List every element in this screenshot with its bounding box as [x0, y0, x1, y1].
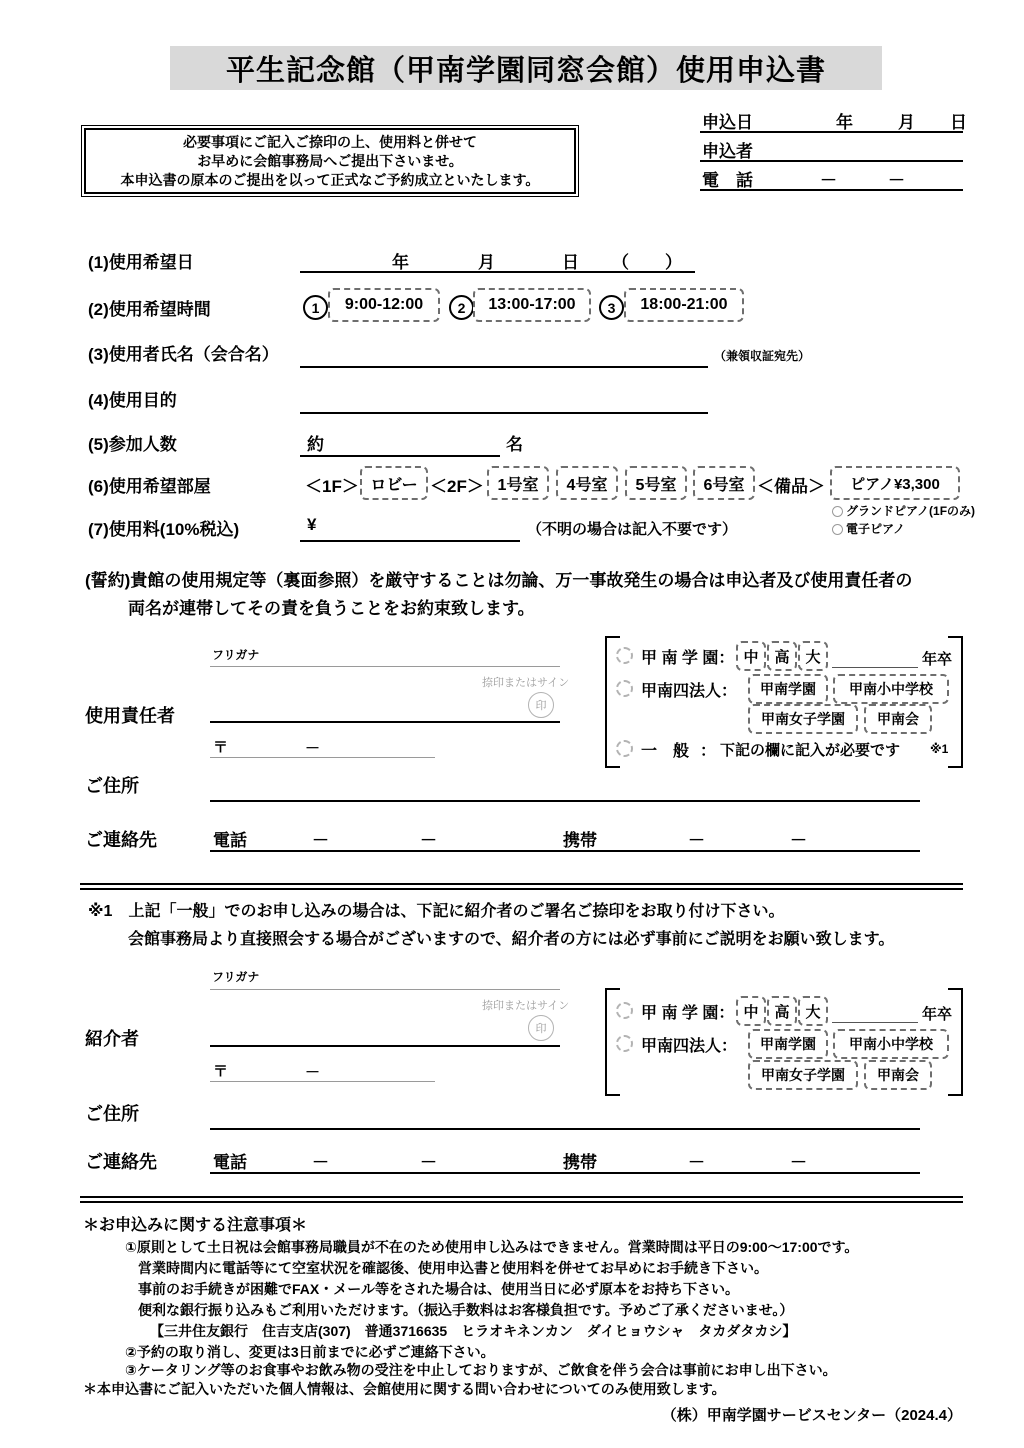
responsible-gakuen-option-univ[interactable]: 大: [798, 641, 828, 671]
room-option-lobby[interactable]: ロビー: [360, 466, 428, 500]
responsible-mobile-dash1: －: [688, 831, 705, 850]
introducer-grad-suffix: 年卒: [922, 1006, 953, 1023]
introducer-corp-option-gakuen[interactable]: 甲南学園: [748, 1029, 828, 1059]
field3-name-input[interactable]: [300, 366, 708, 368]
field1-day-label: 日: [562, 253, 579, 272]
field5-counter-label: 名: [506, 435, 523, 454]
responsible-radio-konan-gakuen[interactable]: [616, 647, 633, 664]
responsible-contact-label: ご連絡先: [85, 830, 157, 850]
introducer-radio-four-corps[interactable]: [616, 1035, 633, 1052]
introducer-radio-konan-gakuen[interactable]: [616, 1002, 633, 1019]
introducer-corp-option-joshi[interactable]: 甲南女子学園: [748, 1060, 858, 1090]
introducer-seal-note: 捺印またはサイン: [482, 1000, 570, 1012]
apply-phone-dash1: －: [820, 171, 837, 190]
responsible-section-label: 使用責任者: [85, 706, 175, 726]
responsible-furigana-input[interactable]: [210, 666, 560, 667]
responsible-corp-label: 甲南四法人：: [641, 683, 738, 700]
field1-year-label: 年: [392, 253, 409, 272]
note-item3: ③ケータリング等のお食事やお飲み物の受注を中止しておりますが、ご飲食を伴う会合は事前にお申し出下さい。: [125, 1362, 837, 1378]
responsible-general-text: 下記の欄に記入が必要です: [720, 742, 901, 759]
responsible-general-ref: ※1: [930, 742, 949, 756]
field7-label: (7)使用料(10%税込): [88, 520, 240, 539]
introducer-address-label: ご住所: [85, 1104, 139, 1124]
time-option3-number: 3: [599, 295, 624, 320]
apply-date-input[interactable]: [700, 131, 963, 133]
page-title: 平生記念館（甲南学園同窓会館）使用申込書: [170, 46, 882, 90]
footer-publisher: （株）甲南学園サービスセンター（2024.4）: [661, 1407, 962, 1424]
introducer-mobile-dash1: －: [688, 1153, 705, 1172]
introducer-corp-option-shochu[interactable]: 甲南小中学校: [833, 1029, 949, 1059]
notes-heading: ＊お申込みに関する注意事項＊: [83, 1217, 308, 1234]
field1-label: (1)使用希望日: [88, 253, 194, 272]
apply-phone-label: 電 話: [702, 171, 753, 190]
introducer-contact-input[interactable]: [210, 1172, 920, 1174]
introducer-gakuen-option-univ[interactable]: 大: [798, 996, 828, 1026]
responsible-contact-input[interactable]: [210, 850, 920, 852]
introducer-gakuen-label: 甲 南 学 園：: [641, 1005, 735, 1022]
field6-label: (6)使用希望部屋: [88, 477, 211, 496]
introducer-phone-label: 電話: [213, 1153, 247, 1172]
field4-purpose-input[interactable]: [300, 412, 708, 414]
introducer-phone-dash2: －: [420, 1153, 437, 1172]
responsible-seal-mark[interactable]: 印: [528, 692, 554, 718]
time-option3[interactable]: 18:00-21:00: [624, 288, 744, 322]
responsible-grad-suffix: 年卒: [922, 651, 953, 668]
apply-phone-dash2: －: [888, 171, 905, 190]
time-option2-number: 2: [449, 295, 474, 320]
room-option-6[interactable]: 6号室: [693, 466, 755, 500]
responsible-postal-mark: 〒: [213, 739, 229, 756]
responsible-name-input[interactable]: [210, 721, 560, 723]
apply-date-year-label: 年: [836, 113, 853, 132]
responsible-phone-dash2: －: [420, 831, 437, 850]
apply-phone-input[interactable]: [700, 189, 963, 191]
apply-date-label: 申込日: [702, 113, 753, 132]
electric-piano-radio-icon[interactable]: [832, 524, 843, 535]
responsible-postal-input[interactable]: [210, 757, 435, 758]
responsible-address-input[interactable]: [210, 800, 920, 802]
field7-fee-input[interactable]: [300, 540, 520, 542]
introducer-phone-dash1: －: [312, 1153, 329, 1172]
responsible-general-colon: ：: [700, 743, 717, 760]
introducer-postal-mark: 〒: [213, 1063, 229, 1080]
responsible-general-label: 一 般: [641, 743, 690, 760]
field5-approx-label: 約: [307, 435, 324, 454]
responsible-mobile-label: 携帯: [563, 831, 597, 850]
responsible-mobile-dash2: －: [790, 831, 807, 850]
privacy-note: ＊本申込書にご記入いただいた個人情報は、会館使用に関する問い合わせについてのみ使用致します。: [83, 1381, 726, 1397]
notice-line1: 必要事項にご記入ご捺印の上、使用料と併せて: [183, 133, 477, 150]
responsible-corp-option-kai[interactable]: 甲南会: [864, 704, 932, 734]
introducer-postal-input[interactable]: [210, 1081, 435, 1082]
field5-count-input[interactable]: [300, 455, 500, 457]
ref-note-line1: ※1 上記「一般」でのお申し込みの場合は、下記に紹介者のご署名ご捺印をお取り付け下さい。: [88, 903, 785, 920]
introducer-address-input[interactable]: [210, 1128, 920, 1130]
notice-line2: お早めに会館事務局へご提出下さいませ。: [197, 152, 463, 169]
field3-label: (3)使用者氏名（会合名）: [88, 345, 279, 364]
introducer-corp-label: 甲南四法人：: [641, 1038, 738, 1055]
section-divider-2: [80, 1196, 963, 1203]
responsible-phone-dash1: －: [312, 831, 329, 850]
note-item1b: 営業時間内に電話等にて空室状況を確認後、使用申込書と使用料を併せてお早めにお手続き下さい。: [138, 1260, 768, 1276]
ref-note-line2: 会館事務局より直接照会する場合がございますので、紹介者の方には必ず事前にご説明をお願い致します。: [128, 931, 895, 948]
notice-line3: 本申込書の原本のご提出を以って正式なご予約成立といたします。: [120, 171, 540, 188]
field1-paren-close: ）: [665, 253, 682, 272]
introducer-gakuen-option-junior[interactable]: 中: [736, 996, 766, 1026]
responsible-radio-four-corps[interactable]: [616, 680, 633, 697]
piano-option-grand[interactable]: グランドピアノ(1Fのみ): [832, 502, 975, 519]
section-divider-1: [80, 883, 963, 890]
piano-option-electric[interactable]: 電子ピアノ: [832, 520, 905, 537]
responsible-gakuen-option-high[interactable]: 高: [767, 641, 797, 671]
introducer-gakuen-option-high[interactable]: 高: [767, 996, 797, 1026]
responsible-grad-year-input[interactable]: [832, 667, 918, 668]
floor2-label: ＜2F＞: [430, 477, 484, 496]
responsible-corp-option-joshi[interactable]: 甲南女子学園: [748, 704, 858, 734]
note-item2: ②予約の取り消し、変更は3日前までに必ずご連絡下さい。: [125, 1344, 495, 1360]
responsible-corp-option-gakuen[interactable]: 甲南学園: [748, 674, 828, 704]
responsible-gakuen-option-junior[interactable]: 中: [736, 641, 766, 671]
note-item1: ①原則として土日祝は会館事務局職員が不在のため使用申し込みはできません。営業時間は平日の9:00～17:00です。: [125, 1239, 859, 1255]
yen-symbol: ¥: [307, 515, 317, 534]
field1-date-input[interactable]: [300, 271, 695, 273]
pledge-line2: 両名が連帯してその責を負うことをお約束致します。: [128, 599, 535, 618]
time-option2[interactable]: 13:00-17:00: [473, 288, 591, 322]
responsible-seal-note: 捺印またはサイン: [482, 677, 570, 689]
introducer-postal-dash: －: [305, 1064, 321, 1081]
note-item1c: 事前のお手続きが困難でFAX・メール等をされた場合は、使用当日に必ず原本をお持ち下さい。: [138, 1281, 739, 1297]
introducer-seal-mark[interactable]: 印: [528, 1015, 554, 1041]
introducer-contact-label: ご連絡先: [85, 1152, 157, 1172]
note-item1d: 便利な銀行振り込みもご利用いただけます。（振込手数料はお客様負担です。予めご了承くださいませ。）: [138, 1302, 794, 1318]
responsible-furigana-label: フリガナ: [212, 648, 260, 662]
field4-label: (4)使用目的: [88, 391, 177, 410]
field2-label: (2)使用希望時間: [88, 300, 211, 319]
introducer-section-label: 紹介者: [85, 1029, 139, 1049]
field5-label: (5)参加人数: [88, 435, 177, 454]
floor1-label: ＜1F＞: [305, 477, 359, 496]
time-option1[interactable]: 9:00-12:00: [328, 288, 440, 322]
apply-date-day-label: 日: [950, 113, 967, 132]
responsible-phone-label: 電話: [213, 831, 247, 850]
introducer-name-input[interactable]: [210, 1045, 560, 1047]
introducer-grad-year-input[interactable]: [832, 1022, 918, 1023]
field3-receipt-note: （兼領収証宛先）: [714, 349, 811, 363]
apply-date-month-label: 月: [898, 113, 915, 132]
field1-month-label: 月: [478, 253, 495, 272]
time-option1-number: 1: [303, 295, 328, 320]
pledge-line1: (誓約)貴館の使用規定等（裏面参照）を厳守することは勿論、万一事故発生の場合は申込者及び使用責任者の: [85, 571, 913, 590]
note-bank-info: 【三井住友銀行 住吉支店(307) 普通3716635 ヒラオキネンカン ダイヒョウシャ タカダタカシ】: [150, 1323, 797, 1339]
introducer-mobile-dash2: －: [790, 1153, 807, 1172]
grand-piano-radio-icon[interactable]: [832, 506, 843, 517]
introducer-furigana-label: フリガナ: [212, 970, 260, 984]
applicant-label: 申込者: [702, 142, 753, 161]
responsible-radio-general[interactable]: [616, 740, 633, 757]
responsible-address-label: ご住所: [85, 776, 139, 796]
room-option-4[interactable]: 4号室: [556, 466, 618, 500]
equipment-option-piano[interactable]: ピアノ¥3,300: [830, 466, 960, 500]
field1-paren-open: （: [612, 253, 629, 272]
room-option-5[interactable]: 5号室: [625, 466, 687, 500]
introducer-furigana-input[interactable]: [210, 989, 560, 990]
room-option-1[interactable]: 1号室: [487, 466, 549, 500]
equipment-label: ＜備品＞: [757, 477, 825, 496]
applicant-input[interactable]: [700, 160, 963, 162]
responsible-postal-dash: －: [305, 740, 321, 757]
introducer-corp-option-kai[interactable]: 甲南会: [864, 1060, 932, 1090]
notice-box: [84, 128, 576, 194]
responsible-corp-option-shochu[interactable]: 甲南小中学校: [833, 674, 949, 704]
responsible-gakuen-label: 甲 南 学 園：: [641, 650, 735, 667]
field7-note: （不明の場合は記入不要です）: [527, 521, 738, 538]
introducer-mobile-label: 携帯: [563, 1153, 597, 1172]
